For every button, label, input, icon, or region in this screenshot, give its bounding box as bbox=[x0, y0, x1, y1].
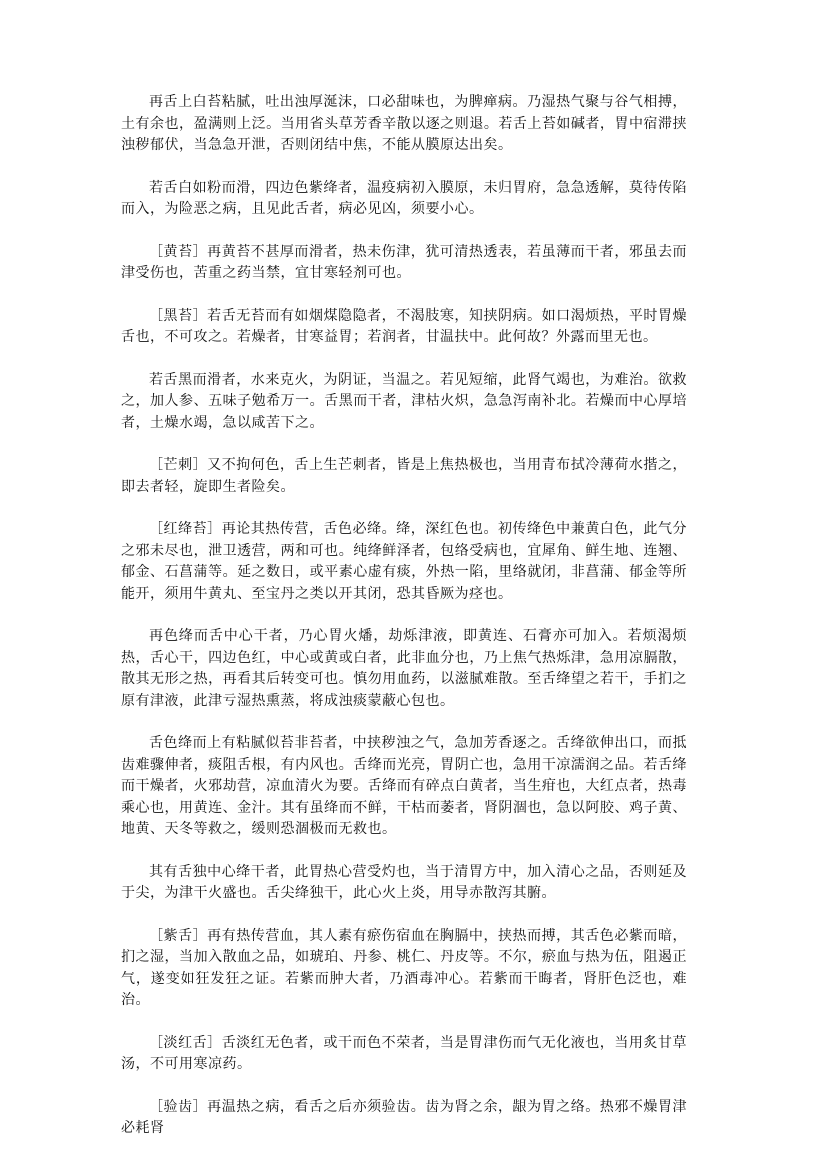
paragraph: 若舌白如粉而滑，四边色紫绛者，温疫病初入膜原，未归胃府，急急透解，莫待传陷而入，为险恶之病，且见此舌者，病必见凶，须要小心。 bbox=[121, 179, 687, 217]
paragraph: 舌色绛而上有粘腻似苔非苔者，中挟秽浊之气，急加芳香逐之。舌绛欲伸出口，而抵齿难骤伸者，痰阻舌根，有内风也。舌绛而光亮，胃阴亡也，急用干凉濡润之品。若舌绛而干燥者，火邪劫营，凉血清火为要。舌绛而有碎点白黄者，当生疳也，大红点者，热毒乘心也，用黄连、金汁。其有虽绛而不鲜，干枯而萎者，肾阴涸也，急以阿胶、鸡子黄、地黄、天冬等救之，缓则恐涸极而无救也。 bbox=[121, 735, 687, 837]
paragraph: ［验齿］再温热之病，看舌之后亦须验齿。齿为肾之余，龈为胃之络。热邪不燥胃津必耗肾 bbox=[121, 1098, 687, 1136]
paragraph: 若舌黑而滑者，水来克火，为阴证，当温之。若见短缩，此肾气竭也，为难治。欲救之，加人参、五味子勉希万一。舌黑而干者，津枯火炽，急急泻南补北。若燥而中心厚培者，土燥水竭，急以咸苦下之。 bbox=[121, 371, 687, 431]
paragraph: ［紫舌］再有热传营血，其人素有瘀伤宿血在胸膈中，挟热而搏，其舌色必紫而暗，扪之湿，当加入散血之品，如琥珀、丹参、桃仁、丹皮等。不尔，瘀血与热为伍，阻遏正气，遂变如狂发狂之证。若紫而肿大者，乃酒毒冲心。若紫而干晦者，肾肝色泛也，难治。 bbox=[121, 927, 687, 1008]
paragraph: 再舌上白苔粘腻，吐出浊厚涎沫，口必甜味也，为脾瘅病。乃湿热气聚与谷气相搏，土有余也，盈满则上泛。当用省头草芳香辛散以逐之则退。若舌上苔如碱者，胃中宿滞挟浊秽郁伏，当急急开泄，否则闭结中焦，不能从膜原达出矣。 bbox=[121, 94, 687, 153]
paragraph: ［黑苔］若舌无苔而有如烟煤隐隐者，不渴肢寒，知挟阴病。如口渴烦热，平时胃燥舌也，不可攻之。若燥者，甘寒益胃；若润者，甘温扶中。此何故？外露而里无也。 bbox=[121, 307, 687, 345]
paragraph: ［红绛苔］再论其热传营，舌色必绛。绛，深红色也。初传绛色中兼黄白色，此气分之邪未尽也，泄卫透营，两和可也。纯绛鲜泽者，包络受病也，宜犀角、鲜生地、连翘、郁金、石菖蒲等。延之数日，或平素心虚有痰，外热一陷，里络就闭，非菖蒲、郁金等所能开，须用牛黄丸、至宝丹之类以开其闭，恐其昏厥为痉也。 bbox=[121, 521, 687, 602]
paragraph: ［淡红舌］舌淡红无色者，或干而色不荣者，当是胃津伤而气无化液也，当用炙甘草汤，不可用寒凉药。 bbox=[121, 1034, 687, 1072]
paragraph: 其有舌独中心绛干者，此胃热心营受灼也，当于清胃方中，加入清心之品，否则延及于尖，为津干火盛也。舌尖绛独干，此心火上炎，用导赤散泻其腑。 bbox=[121, 863, 687, 901]
paragraph: ［黄苔］再黄苔不甚厚而滑者，热未伤津，犹可清热透表，若虽薄而干者，邪虽去而津受伤也，苦重之药当禁，宜甘寒轻剂可也。 bbox=[121, 243, 687, 281]
paragraph: 再色绛而舌中心干者，乃心胃火燔，劫烁津液，即黄连、石膏亦可加入。若烦渴烦热，舌心干，四边色红，中心或黄或白者，此非血分也，乃上焦气热烁津，急用凉膈散，散其无形之热，再看其后转变可也。慎勿用血药，以滋腻难散。至舌绛望之若干，手扪之原有津液，此津亏湿热熏蒸，将成浊痰蒙蔽心包也。 bbox=[121, 628, 687, 709]
document-page bbox=[121, 92, 687, 1161]
paragraph: ［芒刺］又不拘何色，舌上生芒刺者，皆是上焦热极也，当用青布拭冷薄荷水揩之，即去者轻，旋即生者险矣。 bbox=[121, 457, 687, 495]
